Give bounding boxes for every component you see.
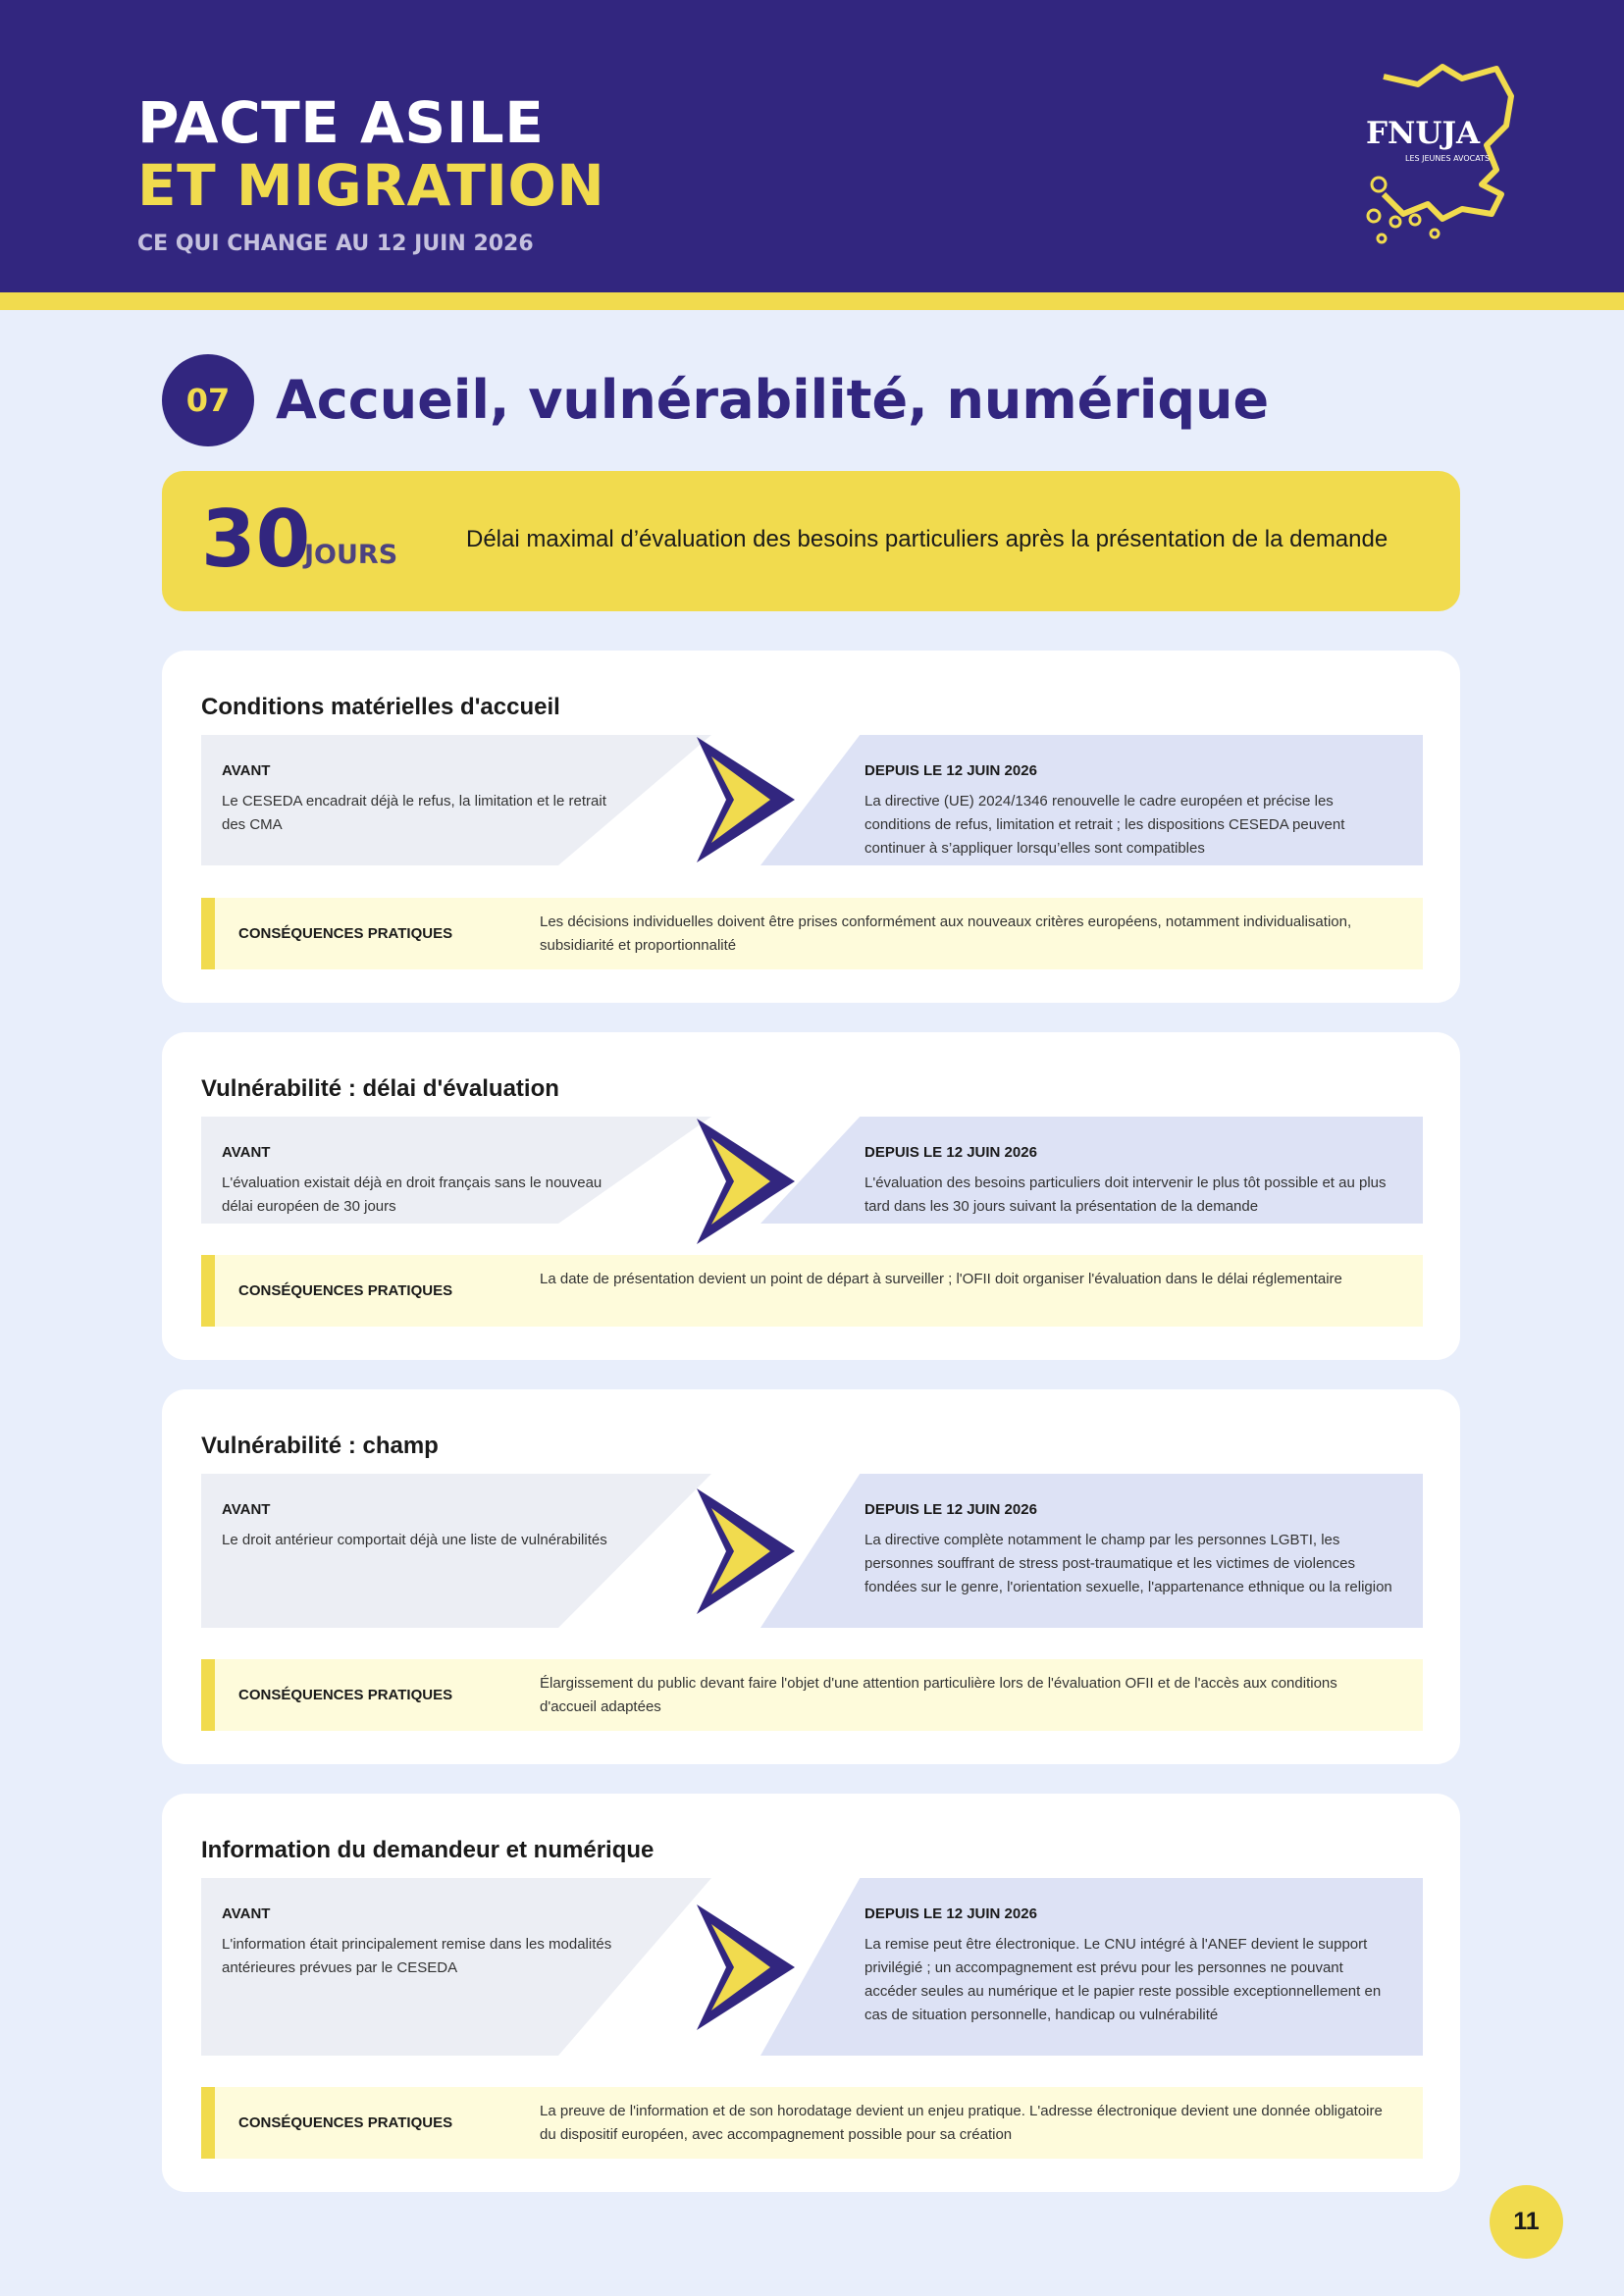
consequences-label: CONSÉQUENCES PRATIQUES — [238, 1687, 453, 1703]
consequences-accent-bar — [201, 1255, 215, 1327]
consequences-box — [201, 898, 1423, 969]
card-title: Information du demandeur et numérique — [201, 1837, 655, 1863]
key-figure-banner — [162, 471, 1460, 611]
consequences-text: Élargissement du public devant faire l'objet d'une attention particulière lors de l'évaluation OFII et de l'accès aux conditions d'accueil adaptées — [540, 1675, 1337, 1715]
title-line-1: PACTE ASILE — [137, 89, 545, 156]
card-vulnerabilite-delai — [162, 1032, 1460, 1360]
consequences-accent-bar — [201, 2087, 215, 2159]
before-label: AVANT — [222, 1144, 271, 1161]
consequences-label: CONSÉQUENCES PRATIQUES — [238, 2114, 453, 2131]
chevron-right-icon — [687, 1900, 801, 2035]
before-text: L'information était principalement remise dans les modalités antérieures prévues par le CESEDA — [222, 1936, 612, 1976]
consequences-label: CONSÉQUENCES PRATIQUES — [238, 925, 453, 942]
after-label: DEPUIS LE 12 JUIN 2026 — [864, 1905, 1037, 1922]
consequences-box — [201, 2087, 1423, 2159]
chevron-right-icon — [687, 1484, 801, 1619]
consequences-text: La date de présentation devient un point de départ à surveiller ; l'OFII doit organiser l'évaluation dans le délai réglementaire — [540, 1271, 1342, 1287]
chevron-right-icon — [687, 732, 801, 867]
before-text: L'évaluation existait déjà en droit français sans le nouveau délai européen de 30 jours — [222, 1174, 602, 1215]
card-conditions-materielles — [162, 651, 1460, 1003]
comparison-row — [201, 1117, 1423, 1224]
fnuja-logo — [1325, 47, 1560, 273]
before-text: Le droit antérieur comportait déjà une liste de vulnérabilités — [222, 1532, 607, 1548]
consequences-text: La preuve de l'information et de son horodatage devient un enjeu pratique. L'adresse électronique devient une donnée obligatoire du dispositif européen, avec accompagnement possible pour sa création — [540, 2103, 1383, 2143]
header-stripe — [0, 292, 1624, 310]
consequences-accent-bar — [201, 898, 215, 969]
section-number-badge: 07 — [162, 354, 254, 446]
consequences-label: CONSÉQUENCES PRATIQUES — [238, 1282, 453, 1299]
consequences-box — [201, 1659, 1423, 1731]
card-title: Conditions matérielles d'accueil — [201, 694, 560, 720]
title-line-2: ET MIGRATION — [137, 152, 605, 219]
card-title: Vulnérabilité : délai d'évaluation — [201, 1075, 559, 1102]
logo-name: FNUJA — [1366, 116, 1481, 151]
card-vulnerabilite-champ — [162, 1389, 1460, 1764]
logo-tagline: LES JEUNES AVOCATS — [1405, 154, 1491, 163]
comparison-row — [201, 735, 1423, 865]
consequences-text: Les décisions individuelles doivent être prises conformément aux nouveaux critères européens, notamment individualisation, subsidiarité et proportionnalité — [540, 913, 1352, 954]
key-figure-value: 30 — [201, 494, 311, 585]
header-subtitle: CE QUI CHANGE AU 12 JUIN 2026 — [137, 232, 534, 256]
before-label: AVANT — [222, 1501, 271, 1518]
page-header — [0, 0, 1624, 292]
after-text: La directive (UE) 2024/1346 renouvelle le cadre européen et précise les conditions de refus, limitation et retrait ; les dispositions CESEDA peuvent continuer à s’appliquer lorsqu’elles sont compatibles — [864, 793, 1345, 857]
chevron-right-icon — [687, 1114, 801, 1249]
after-text: La remise peut être électronique. Le CNU intégré à l'ANEF devient le support privilégié ; un accompagnement est prévu pour les personnes ne pouvant accéder seules au numérique et le papier reste possible exceptionnellement en cas de situation personnelle, handicap ou vulnérabilité — [864, 1936, 1382, 2023]
card-information-numerique — [162, 1794, 1460, 2192]
before-label: AVANT — [222, 1905, 271, 1922]
after-label: DEPUIS LE 12 JUIN 2026 — [864, 1144, 1037, 1161]
card-title: Vulnérabilité : champ — [201, 1433, 439, 1459]
key-figure-description: Délai maximal d’évaluation des besoins particuliers après la présentation de la demande — [466, 526, 1388, 552]
consequences-box — [201, 1255, 1423, 1327]
after-label: DEPUIS LE 12 JUIN 2026 — [864, 1501, 1037, 1518]
before-text: Le CESEDA encadrait déjà le refus, la limitation et le retrait des CMA — [222, 793, 606, 833]
after-text: La directive complète notamment le champ par les personnes LGBTI, les personnes souffrant de stress post-traumatique et les victimes de violences fondées sur le genre, l'orientation sexuelle, l'appartenance ethnique ou la religion — [864, 1532, 1392, 1595]
before-label: AVANT — [222, 762, 271, 779]
section-title: Accueil, vulnérabilité, numérique — [276, 369, 1270, 431]
key-figure-unit: JOURS — [304, 540, 398, 570]
page-number: 11 — [1490, 2185, 1563, 2259]
after-text: L'évaluation des besoins particuliers doit intervenir le plus tôt possible et au plus tard dans les 30 jours suivant la présentation de la demande — [864, 1174, 1387, 1215]
comparison-row — [201, 1878, 1423, 2056]
section-heading — [162, 353, 1269, 446]
comparison-row — [201, 1474, 1423, 1628]
after-label: DEPUIS LE 12 JUIN 2026 — [864, 762, 1037, 779]
consequences-accent-bar — [201, 1659, 215, 1731]
